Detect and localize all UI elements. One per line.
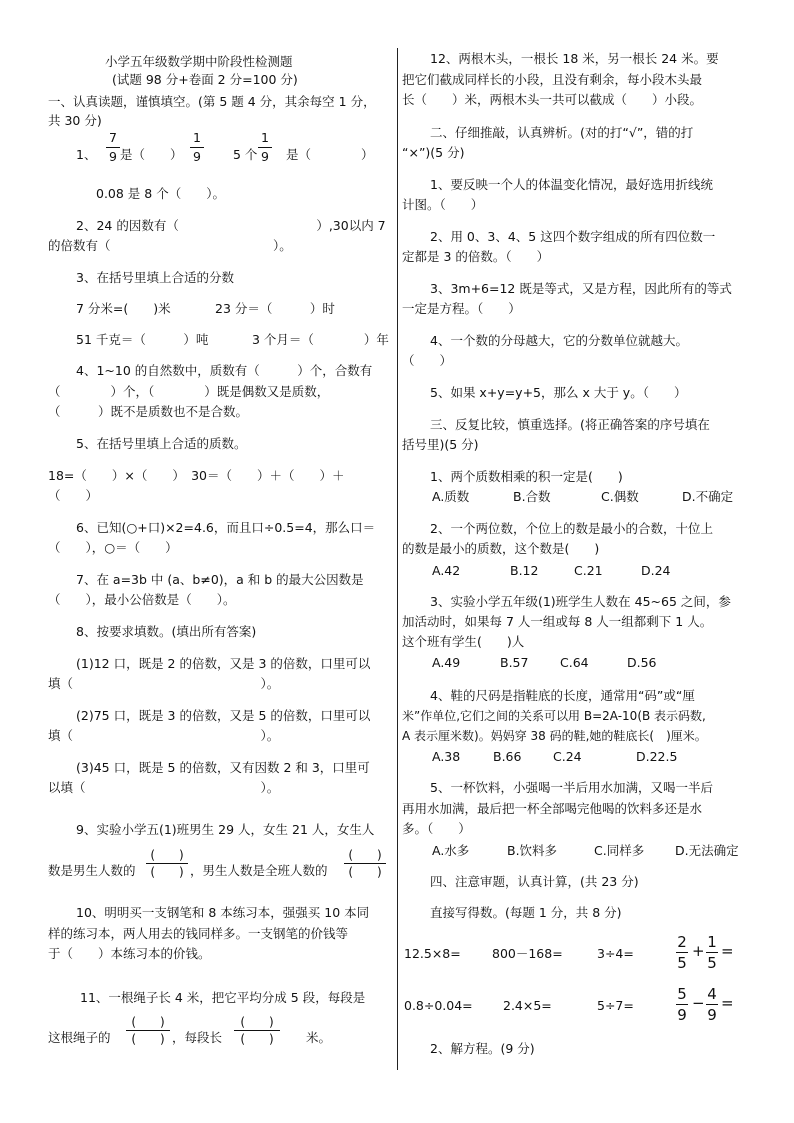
choice4-option-d: D.22.5 bbox=[636, 749, 678, 764]
fraction-bar bbox=[676, 1004, 688, 1005]
choice3-option-a: A.49 bbox=[432, 655, 461, 670]
q10-line1: 10、明明买一支钢笔和 8 本练习本，强强买 10 本同 bbox=[76, 905, 370, 920]
q4-line3: （ ）既不是质数也不是合数。 bbox=[48, 404, 249, 419]
calc-4-operator: + bbox=[692, 942, 705, 960]
q8-3-line1: (3)45 口，既是 5 的倍数，又有因数 2 和 3，口里可 bbox=[76, 760, 370, 775]
choice5-line3: 多。（ ） bbox=[402, 821, 471, 836]
choice1-option-a: A.质数 bbox=[432, 489, 470, 504]
choice2-option-c: C.21 bbox=[574, 563, 603, 578]
calc-5: 0.8÷0.04= bbox=[404, 998, 473, 1013]
judge3-line1: 3、3m+6=12 既是等式，又是方程，因此所有的等式 bbox=[430, 281, 732, 296]
q8-1-line2: 填（ ）。 bbox=[48, 676, 280, 691]
choice2-line2: 的数是最小的质数，这个数是( ) bbox=[402, 541, 600, 556]
section3-heading: 三、反复比较，慎重选择。(将正确答案的序号填在 bbox=[430, 417, 710, 432]
blank-numerator: ( ) bbox=[240, 1015, 274, 1029]
choice4-line1: 4、鞋的尺码是指鞋底的长度，通常用“码”或“厘 bbox=[430, 688, 695, 703]
blank-numerator: ( ) bbox=[348, 848, 382, 862]
q4-line1: 4、1~10 的自然数中，质数有（ ）个，合数有 bbox=[76, 363, 373, 378]
q1-fraction-2 bbox=[190, 130, 204, 165]
fraction-bar bbox=[258, 147, 272, 148]
section2-heading-cont: “×”)(5 分) bbox=[402, 145, 465, 160]
judge4-line2: （ ） bbox=[402, 353, 453, 368]
choice4-option-c: C.24 bbox=[553, 749, 582, 764]
fraction-bar bbox=[234, 1030, 280, 1031]
calc-3: 3÷4= bbox=[597, 946, 634, 961]
q3-item-2: 23 分＝（ ）时 bbox=[215, 301, 335, 316]
blank-denominator: ( ) bbox=[150, 865, 184, 879]
q4-line2: （ ）个，（ ）既是偶数又是质数， bbox=[48, 384, 330, 399]
section2-heading: 二、仔细推敲，认真辨析。(对的打“√”，错的打 bbox=[430, 125, 694, 140]
fraction-denominator: 5 bbox=[707, 954, 717, 972]
calc-4-fraction-b bbox=[706, 933, 718, 972]
fraction-denominator: 9 bbox=[707, 1006, 717, 1024]
fraction-bar bbox=[146, 863, 188, 864]
fraction-denominator: 9 bbox=[109, 149, 117, 164]
q3-heading: 3、在括号里填上合适的分数 bbox=[76, 270, 234, 285]
q8-2-line1: (2)75 口，既是 3 的倍数，又是 5 的倍数，口里可以 bbox=[76, 708, 371, 723]
choice4-line3: A 表示厘米数)。妈妈穿 38 码的鞋,她的鞋底长( )厘米。 bbox=[402, 729, 707, 743]
section1-heading-cont: 共 30 分) bbox=[48, 113, 102, 128]
judge2-line2: 定都是 3 的倍数。（ ） bbox=[402, 249, 550, 264]
fraction-bar bbox=[676, 952, 688, 953]
choice1-option-d: D.不确定 bbox=[682, 489, 734, 504]
section3-heading-cont: 括号里)(5 分) bbox=[402, 437, 479, 452]
calc-7: 5÷7= bbox=[597, 998, 634, 1013]
solve-equation-heading: 2、解方程。(9 分) bbox=[430, 1041, 535, 1056]
choice3-line1: 3、实验小学五年级(1)班学生人数在 45~65 之间，参 bbox=[430, 594, 731, 609]
q12-line3: 长（ ）米，两根木头一共可以截成（ ）小段。 bbox=[402, 92, 703, 107]
section1-heading: 一、认真读题，谨慎填空。(第 5 题 4 分，其余每空 1 分， bbox=[48, 94, 376, 109]
q3-item-1: 7 分米=( )米 bbox=[76, 301, 171, 316]
q5-line2: （ ） bbox=[48, 488, 99, 503]
q11-answer-fraction bbox=[126, 1015, 170, 1046]
choice3-line2: 加活动时，如果每 7 人一组或每 8 人一组都剩下 1 人。 bbox=[402, 614, 713, 629]
q1-line2: 0.08 是 8 个（ ）。 bbox=[96, 186, 225, 201]
q9-answer-fraction-1 bbox=[146, 848, 188, 879]
q1-number: 1、 bbox=[76, 147, 97, 162]
choice5-line1: 5、一杯饮料，小强喝一半后用水加满，又喝一半后 bbox=[430, 780, 713, 795]
choice2-option-a: A.42 bbox=[432, 563, 461, 578]
fraction-bar bbox=[126, 1030, 170, 1031]
q9-line2-a: 数是男生人数的 bbox=[48, 863, 136, 878]
q12-line2: 把它们截成同样长的小段，且没有剩余，每小段木头最 bbox=[402, 72, 703, 87]
fraction-denominator: 5 bbox=[677, 954, 687, 972]
calc-1: 12.5×8= bbox=[404, 946, 461, 961]
q1-text-1: 是（ ） bbox=[120, 147, 183, 162]
judge1-line1: 1、要反映一个人的体温变化情况，最好选用折线统 bbox=[430, 177, 713, 192]
choice3-option-d: D.56 bbox=[627, 655, 657, 670]
judge2-line1: 2、用 0、3、4、5 这四个数字组成的所有四位数一 bbox=[430, 229, 716, 244]
choice3-option-b: B.57 bbox=[500, 655, 529, 670]
calc-4-equals: = bbox=[721, 942, 734, 960]
q11-line2-b: ，每段长 bbox=[172, 1030, 223, 1045]
choice5-option-a: A.水多 bbox=[432, 843, 470, 858]
choice5-option-c: C.同样多 bbox=[594, 843, 645, 858]
fraction-bar bbox=[344, 863, 386, 864]
calc-6: 2.4×5= bbox=[503, 998, 552, 1013]
fraction-numerator: 1 bbox=[193, 130, 201, 145]
choice2-option-d: D.24 bbox=[641, 563, 671, 578]
fraction-numerator: 4 bbox=[707, 985, 717, 1003]
q1-text-3: 是（ ） bbox=[286, 147, 374, 162]
q10-line3: 于（ ）本练习本的价钱。 bbox=[48, 946, 211, 961]
q1-text-2: 5 个 bbox=[233, 147, 258, 162]
fraction-numerator: 2 bbox=[677, 933, 687, 951]
q5-line1: 18=（ ）×（ ） 30＝（ ）＋（ ）＋ bbox=[48, 468, 345, 483]
fraction-denominator: 9 bbox=[193, 149, 201, 164]
calc-8-equals: = bbox=[721, 994, 734, 1012]
q7-line1: 7、在 a=3b 中 (a、b≠0)，a 和 b 的最大公因数是 bbox=[76, 572, 364, 587]
choice1-option-c: C.偶数 bbox=[601, 489, 639, 504]
fraction-bar bbox=[190, 147, 204, 148]
q8-3-line2: 以填（ ）。 bbox=[48, 780, 280, 795]
choice3-line3: 这个班有学生( )人 bbox=[402, 634, 525, 649]
choice1-option-b: B.合数 bbox=[513, 489, 551, 504]
choice1: 1、两个质数相乘的积一定是( ) bbox=[430, 469, 623, 484]
blank-denominator: ( ) bbox=[131, 1032, 165, 1046]
choice4-line2: 米”作单位,它们之间的关系可以用 B=2A-10(B 表示码数, bbox=[402, 709, 706, 723]
page-subtitle: (试题 98 分+卷面 2 分=100 分) bbox=[112, 72, 298, 87]
fraction-numerator: 1 bbox=[261, 130, 269, 145]
page-title: 小学五年级数学期中阶段性检测题 bbox=[105, 54, 293, 69]
fraction-numerator: 5 bbox=[677, 985, 687, 1003]
choice5-line2: 再用水加满，最后把一杯全部喝完他喝的饮料多还是水 bbox=[402, 801, 703, 816]
judge3-line2: 一定是方程。（ ） bbox=[402, 301, 521, 316]
fraction-denominator: 9 bbox=[677, 1006, 687, 1024]
calc-8-fraction-b bbox=[706, 985, 718, 1024]
choice2-option-b: B.12 bbox=[510, 563, 539, 578]
q2-line1: 2、24 的因数有（ ）,30以内 7 bbox=[76, 218, 386, 233]
fraction-bar bbox=[706, 952, 718, 953]
blank-numerator: ( ) bbox=[131, 1015, 165, 1029]
choice3-option-c: C.64 bbox=[560, 655, 589, 670]
choice5-option-b: B.饮料多 bbox=[507, 843, 558, 858]
section4-heading: 四、注意审题，认真计算，(共 23 分) bbox=[430, 874, 639, 889]
q11-answer-length bbox=[234, 1015, 280, 1046]
choice4-option-b: B.66 bbox=[493, 749, 522, 764]
q11-line1: 11、一根绳子长 4 米，把它平均分成 5 段，每段是 bbox=[80, 990, 366, 1005]
q11-line2-a: 这根绳子的 bbox=[48, 1030, 111, 1045]
q10-line2: 样的练习本，两人用去的钱同样多。一支钢笔的价钱等 bbox=[48, 926, 349, 941]
q1-fraction-3 bbox=[258, 130, 272, 165]
q5-heading: 5、在括号里填上合适的质数。 bbox=[76, 436, 247, 451]
q1-fraction-1 bbox=[106, 130, 120, 165]
q9-line1: 9、实验小学五(1)班男生 29 人，女生 21 人，女生人 bbox=[76, 822, 375, 837]
fraction-bar bbox=[106, 147, 120, 148]
calc-8-fraction-a bbox=[676, 985, 688, 1024]
choice4-option-a: A.38 bbox=[432, 749, 461, 764]
q8-1-line1: (1)12 口，既是 2 的倍数，又是 3 的倍数，口里可以 bbox=[76, 656, 371, 671]
blank-numerator: ( ) bbox=[150, 848, 184, 862]
choice2-line1: 2、一个两位数，个位上的数是最小的合数，十位上 bbox=[430, 521, 713, 536]
blank-denominator: ( ) bbox=[240, 1032, 274, 1046]
q6-line2: （ ），○＝（ ） bbox=[48, 540, 178, 555]
judge1-line2: 计图。（ ） bbox=[402, 197, 484, 212]
judge4-line1: 4、一个数的分母越大，它的分数单位就越大。 bbox=[430, 333, 688, 348]
q9-answer-fraction-2 bbox=[344, 848, 386, 879]
judge5: 5、如果 x+y=y+5，那么 x 大于 y。（ ） bbox=[430, 385, 687, 400]
q8-2-line2: 填（ ）。 bbox=[48, 728, 280, 743]
q2-line2: 的倍数有（ ）。 bbox=[48, 238, 292, 253]
q8-heading: 8、按要求填数。(填出所有答案) bbox=[76, 624, 257, 639]
direct-calc-heading: 直接写得数。(每题 1 分，共 8 分) bbox=[430, 905, 622, 920]
fraction-denominator: 9 bbox=[261, 149, 269, 164]
q3-item-3: 51 千克＝（ ）吨 bbox=[76, 332, 209, 347]
choice5-option-d: D.无法确定 bbox=[675, 843, 739, 858]
fraction-numerator: 1 bbox=[707, 933, 717, 951]
fraction-bar bbox=[706, 1004, 718, 1005]
calc-2: 800－168= bbox=[492, 946, 563, 961]
fraction-numerator: 7 bbox=[109, 130, 117, 145]
column-divider bbox=[397, 48, 398, 1070]
q12-line1: 12、两根木头，一根长 18 米，另一根长 24 米。要 bbox=[430, 51, 719, 66]
calc-8-operator: − bbox=[692, 994, 705, 1012]
blank-denominator: ( ) bbox=[348, 865, 382, 879]
q9-line2-b: ，男生人数是全班人数的 bbox=[190, 863, 328, 878]
q6-line1: 6、已知(○+口)×2=4.6，而且口÷0.5=4，那么口＝ bbox=[76, 520, 376, 535]
q11-line2-c: 米。 bbox=[306, 1030, 332, 1045]
q3-item-4: 3 个月＝（ ）年 bbox=[252, 332, 389, 347]
calc-4-fraction-a bbox=[676, 933, 688, 972]
q7-line2: （ ），最小公倍数是（ ）。 bbox=[48, 592, 236, 607]
